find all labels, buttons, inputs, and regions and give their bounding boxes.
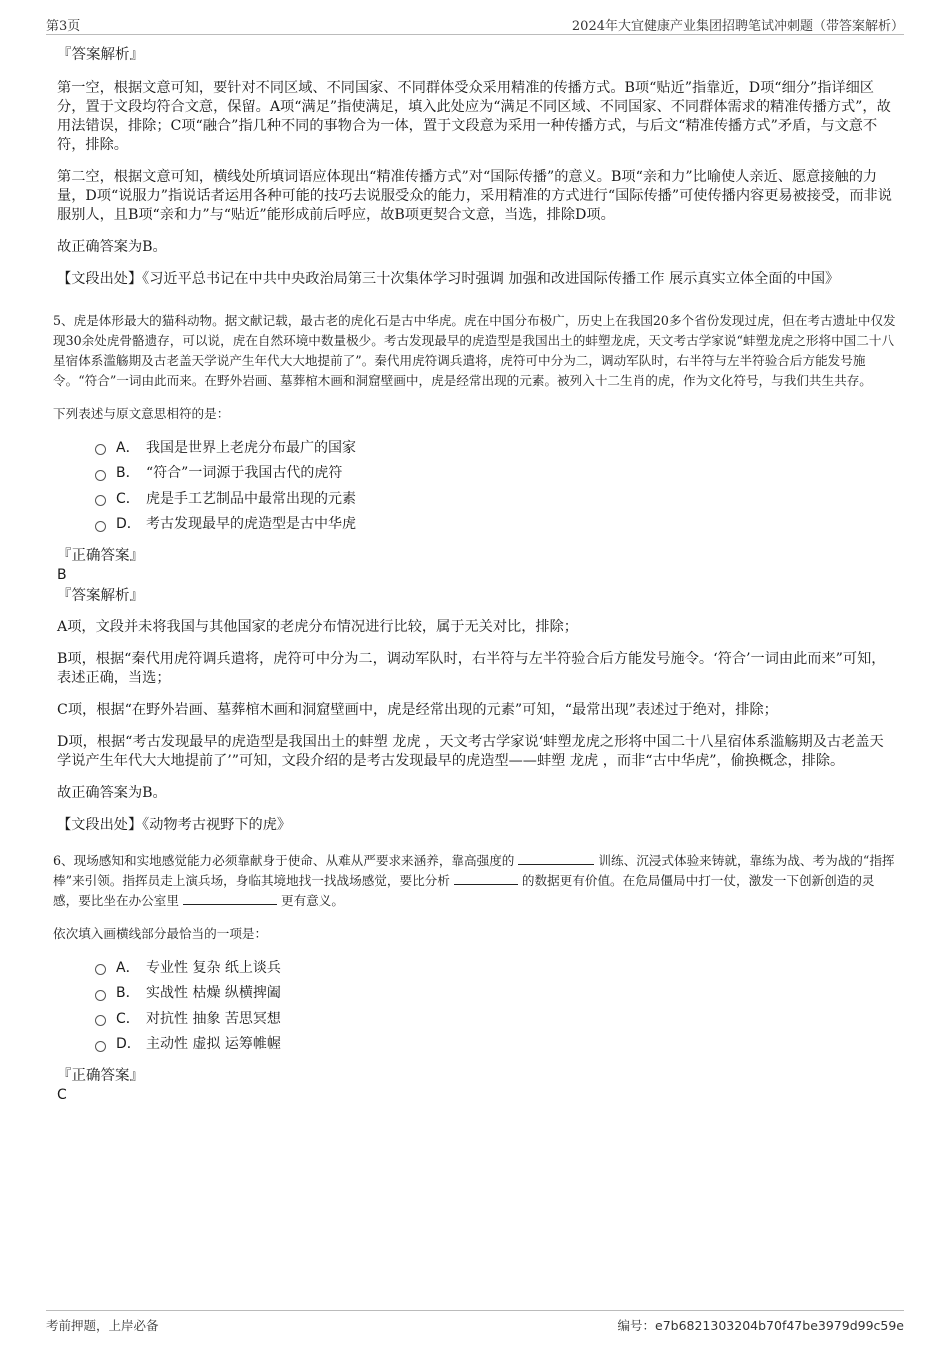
correct-answer-label: 『正确答案』 <box>57 1068 144 1084</box>
question-text <box>53 851 897 911</box>
option-a[interactable] <box>95 955 897 981</box>
footer-slogan: 考前押题，上岸必备 <box>46 1318 159 1333</box>
analysis-option-a: A项，文段并未将我国与其他国家的老虎分布情况进行比较，属于无关对比，排除； <box>57 619 578 635</box>
option-c[interactable] <box>95 486 897 512</box>
question-text-part: 的数据更有价值。在危局僵局中打一仗，激发一下创新创造的灵感，要比坐在办公室里 <box>53 873 875 908</box>
analysis-paragraph: 第一空，根据文意可知，要针对不同区域、不同国家、不同群体受众采用精准的传播方式。B项“贴近”指靠近，D项“细分”指详细区分，置于文段均符合文意，保留。A项“满足”指使满足，填入此处应为“满足不同区域、不同国家、不同群体需求的精准传播方式”，故用法错误，排除；C项“融合”指几种不同的事物合为一体，置于文段意为采用一种传播方式，与后文“精准传播方式”矛盾，与文意不符，排除。 <box>57 80 891 153</box>
document-id: 编号：e7b6821303204b70f47be3979d99c59e <box>617 1318 904 1333</box>
correct-answer-label: 『正确答案』 <box>57 548 144 564</box>
options-list <box>95 435 897 537</box>
option-letter: A． <box>116 439 140 456</box>
question-5 <box>53 311 897 835</box>
correct-answer: C <box>57 1087 67 1103</box>
question-prompt: 下列表述与原文意思相符的是： <box>53 406 230 421</box>
option-text: “符合”一词源于我国古代的虎符 <box>146 465 343 482</box>
fill-blank <box>454 871 518 885</box>
option-text: 对抗性 抽象 苦思冥想 <box>146 1010 281 1027</box>
option-text: 考古发现最早的虎造型是古中华虎 <box>146 516 356 533</box>
radio-button[interactable] <box>95 521 106 532</box>
option-a[interactable] <box>95 435 897 461</box>
analysis-conclusion: 故正确答案为B。 <box>57 785 167 801</box>
option-text: 实战性 枯燥 纵横捭阖 <box>146 985 281 1002</box>
radio-button[interactable] <box>95 470 106 481</box>
option-b[interactable] <box>95 461 897 487</box>
page-number: 第3页 <box>46 19 81 34</box>
option-letter: D． <box>116 516 141 533</box>
question-prompt: 依次填入画横线部分最恰当的一项是： <box>53 926 268 941</box>
option-b[interactable] <box>95 981 897 1007</box>
page-header <box>46 12 904 35</box>
option-text: 主动性 虚拟 运筹帷幄 <box>146 1036 281 1053</box>
source-citation: 【文段出处】《动物考古视野下的虎》 <box>57 817 292 833</box>
option-letter: B． <box>116 465 140 482</box>
fill-blank <box>183 891 277 905</box>
option-text: 我国是世界上老虎分布最广的国家 <box>146 439 356 456</box>
question-6 <box>53 851 897 1105</box>
question-text-part: 训练、沉浸式体验来铸就，靠练为战、考为战的“指挥棒”来引领。指挥员走上演兵场，身临其境地找一找战场感觉，要比分析 <box>53 853 895 888</box>
source-citation: 【文段出处】《习近平总书记在中共中央政治局第三十次集体学习时强调 加强和改进国际传播工作 展示真实立体全面的中国》 <box>57 271 840 287</box>
radio-button[interactable] <box>95 1015 106 1026</box>
question-text: 5、虎是体形最大的猫科动物。据文献记载，最古老的虎化石是古中华虎。虎在中国分布极广，历史上在我国20多个省份发现过虎，但在考古遗址中仅发现30余处虎骨骼遗存，可以说，虎在自然环境中数量极少。考古发现最早的虎造型是我国出土的蚌塑龙虎，天文考古学家说“蚌塑龙虎之形将中国二十八星宿体系滥觞期及古老盖天学说产生年代大大地提前了”。秦代用虎符调兵遣将，虎符可中分为二，调动军队时，右半符与左半符验合后方能发号施令。“符合”一词由此而来。在野外岩画、墓葬棺木画和洞窟壁画中，虎是经常出现的元素。被列入十二生肖的虎，作为文化符号，与我们共生共存。 <box>53 313 896 388</box>
option-text: 专业性 复杂 纸上谈兵 <box>146 959 281 976</box>
analysis-paragraph: 第二空，根据文意可知，横线处所填词语应体现出“精准传播方式”对“国际传播”的意义。B项“亲和力”比喻使人亲近、愿意接触的力量，D项“说服力”指说话者运用各种可能的技巧去说服受众的能力，采用精准的方式进行“国际传播”可使传播内容更易被接受，而非说服别人，且B项“亲和力”与“贴近”能形成前后呼应，故B项更契合文意，当选，排除D项。 <box>57 169 892 223</box>
radio-button[interactable] <box>95 444 106 455</box>
fill-blank <box>518 851 594 865</box>
option-letter: B． <box>116 985 140 1002</box>
analysis-label: 『答案解析』 <box>57 47 144 63</box>
question-text-part: 6、现场感知和实地感觉能力必须靠献身于使命、从难从严要求来涵养，靠高强度的 <box>53 853 515 868</box>
option-letter: C． <box>116 490 140 507</box>
analysis-conclusion: 故正确答案为B。 <box>57 239 167 255</box>
radio-button[interactable] <box>95 990 106 1001</box>
page-footer <box>46 1310 904 1335</box>
option-letter: D． <box>116 1036 141 1053</box>
question-text-part: 更有意义。 <box>280 893 344 908</box>
option-d[interactable] <box>95 512 897 538</box>
radio-button[interactable] <box>95 1041 106 1052</box>
options-list <box>95 955 897 1057</box>
radio-button[interactable] <box>95 495 106 506</box>
radio-button[interactable] <box>95 964 106 975</box>
option-letter: C． <box>116 1010 140 1027</box>
analysis-option-b: B项，根据“秦代用虎符调兵遣将，虎符可中分为二，调动军队时，右半符与左半符验合后方能发号施令。‘符合’一词由此而来”可知，表述正确，当选； <box>57 651 886 686</box>
previous-question-analysis <box>57 46 897 289</box>
analysis-option-d: D项，根据“考古发现最早的虎造型是我国出土的蚌塑 龙虎 ，天文考古学家说‘蚌塑龙虎之形将中国二十八星宿体系滥觞期及古老盖天学说产生年代大大地提前了’”可知，文段介绍的是考古发现最早的虎造型——蚌塑 龙虎 ，而非“古中华虎”，偷换概念，排除。 <box>57 734 884 769</box>
analysis-label: 『答案解析』 <box>57 588 144 604</box>
option-letter: A． <box>116 959 140 976</box>
option-d[interactable] <box>95 1032 897 1058</box>
document-title: 2024年大宜健康产业集团招聘笔试冲刺题（带答案解析） <box>571 19 904 34</box>
option-c[interactable] <box>95 1006 897 1032</box>
analysis-option-c: C项，根据“在野外岩画、墓葬棺木画和洞窟壁画中，虎是经常出现的元素”可知，“最常出现”表述过于绝对，排除； <box>57 702 778 718</box>
correct-answer: B <box>57 567 67 583</box>
page-content <box>53 46 897 1107</box>
option-text: 虎是手工艺制品中最常出现的元素 <box>146 490 356 507</box>
